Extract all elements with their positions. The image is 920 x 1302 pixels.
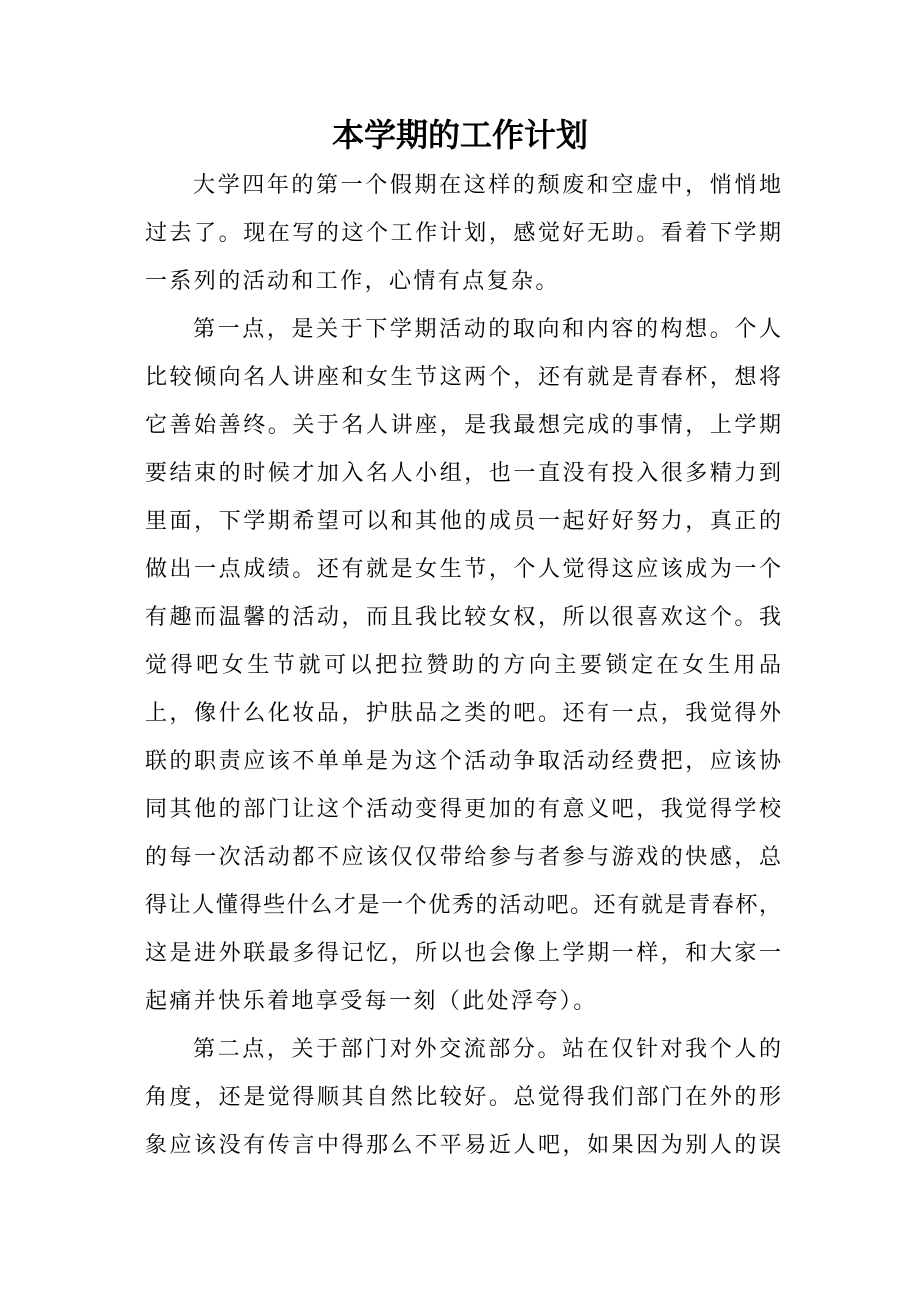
paragraph-line: 一系列的活动和工作，心情有点复杂。: [145, 269, 560, 294]
paragraph-1: [145, 162, 781, 306]
document-body: [145, 162, 781, 1170]
paragraph-line: 它善始善终。关于名人讲座，是我最想完成的事情，上学期: [145, 413, 781, 438]
paragraph-line: 大学四年的第一个假期在这样的颓废和空虚中，悄悄地: [193, 173, 781, 198]
paragraph-line: 起痛并快乐着地享受每一刻（此处浮夸）。: [145, 989, 598, 1014]
paragraph-line: 里面，下学期希望可以和其他的成员一起好好努力，真正的: [145, 509, 781, 534]
paragraph-line: 要结束的时候才加入名人小组，也一直没有投入很多精力到: [145, 461, 781, 486]
paragraph-line: 过去了。现在写的这个工作计划，感觉好无助。看着下学期: [145, 221, 781, 246]
paragraph-line: 有趣而温馨的活动，而且我比较女权，所以很喜欢这个。我: [145, 605, 781, 630]
paragraph-line: 上，像什么化妆品，护肤品之类的吧。还有一点，我觉得外: [145, 701, 781, 726]
paragraph-line: 象应该没有传言中得那么不平易近人吧，如果因为别人的误: [145, 1133, 781, 1158]
paragraph-line: 的每一次活动都不应该仅仅带给参与者参与游戏的快感，总: [145, 845, 781, 870]
paragraph-line: 比较倾向名人讲座和女生节这两个，还有就是青春杯，想将: [145, 365, 781, 390]
document-title: 本学期的工作计划: [331, 116, 588, 154]
paragraph-3: [145, 1026, 781, 1170]
paragraph-line: 第一点，是关于下学期活动的取向和内容的构想。个人: [193, 317, 781, 342]
paragraph-line: 得让人懂得些什么才是一个优秀的活动吧。还有就是青春杯，: [145, 893, 781, 918]
paragraph-line: 觉得吧女生节就可以把拉赞助的方向主要锁定在女生用品: [145, 653, 781, 678]
paragraph-2: [145, 306, 781, 1026]
paragraph-line: 联的职责应该不单单是为这个活动争取活动经费把，应该协: [145, 749, 781, 774]
paragraph-line: 角度，还是觉得顺其自然比较好。总觉得我们部门在外的形: [145, 1085, 781, 1110]
paragraph-line: 同其他的部门让这个活动变得更加的有意义吧，我觉得学校: [145, 797, 781, 822]
paragraph-line: 第二点，关于部门对外交流部分。站在仅针对我个人的: [193, 1037, 781, 1062]
paragraph-line: 这是进外联最多得记忆，所以也会像上学期一样，和大家一: [145, 941, 781, 966]
paragraph-line: 做出一点成绩。还有就是女生节，个人觉得这应该成为一个: [145, 557, 781, 582]
